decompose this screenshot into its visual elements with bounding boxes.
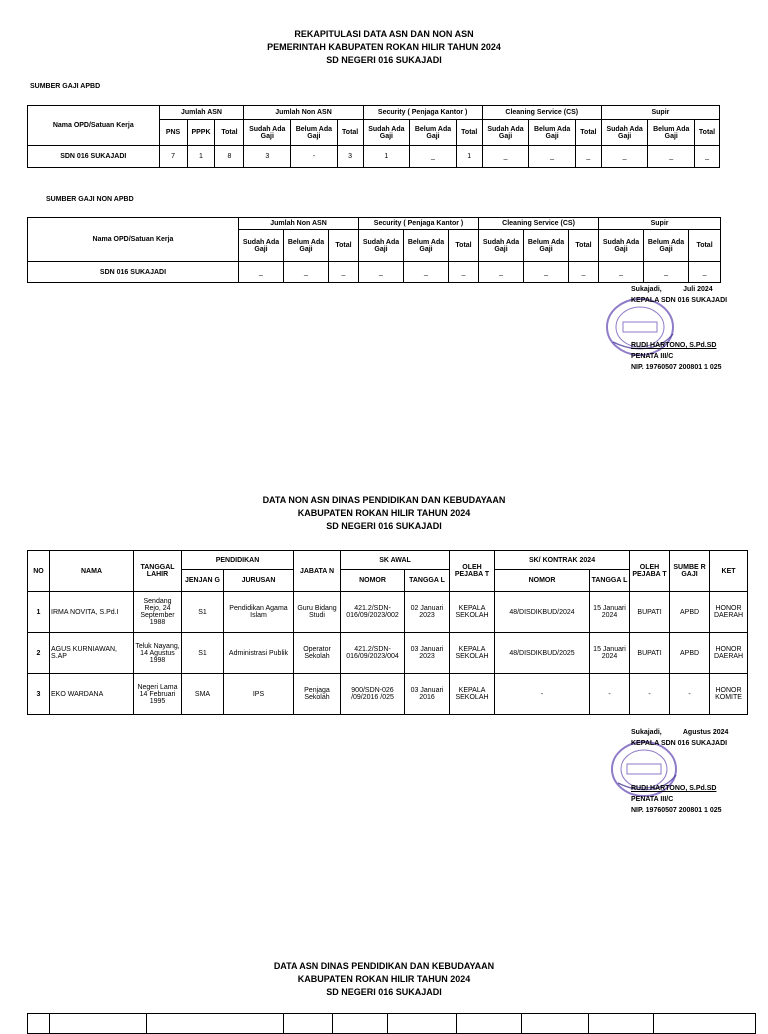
- cell-jabatan: Operator Sekolah: [294, 633, 341, 674]
- cell-ket: HONOR DAERAH: [710, 633, 748, 674]
- sub-header: Total: [337, 120, 363, 146]
- sub-header: Belum Ada Gaji: [524, 230, 569, 262]
- section-label-apbd: SUMBER GAJI APBD: [30, 83, 101, 90]
- sign-name: RUDI HARTONO, S.Pd.SD: [631, 342, 717, 349]
- header-sumber: SUMBE R GAJI: [670, 551, 710, 592]
- group-header: Security ( Penjaga Kantor ): [359, 218, 479, 230]
- sub-header: Belum Ada Gaji: [529, 120, 576, 146]
- signature-block-1: [631, 284, 727, 373]
- sub-header: Total: [456, 120, 482, 146]
- cell-oleh2: BUPATI: [630, 592, 670, 633]
- cell-jurusan: IPS: [224, 674, 294, 715]
- cell-oleh: KEPALA SEKOLAH: [450, 633, 495, 674]
- header-tanggal: TANGGA L: [405, 570, 450, 592]
- title-line: SD NEGERI 016 SUKAJADI: [326, 521, 442, 531]
- sub-header: Sudah Ada Gaji: [359, 230, 404, 262]
- title-line: DATA NON ASN DINAS PENDIDIKAN DAN KEBUDAYAAN: [262, 495, 506, 505]
- sub-header: Sudah Ada Gaji: [244, 120, 291, 146]
- document-title-3: [0, 960, 768, 999]
- cell: _: [359, 262, 404, 283]
- section-label-nonapbd: SUMBER GAJI NON APBD: [46, 196, 134, 203]
- cell: 8: [215, 146, 244, 168]
- sub-header: Sudah Ada Gaji: [482, 120, 529, 146]
- sub-header: Sudah Ada Gaji: [479, 230, 524, 262]
- sign-place-date: Sukajadi, Juli 2024: [631, 286, 713, 293]
- header-sk-awal: SK AWAL: [341, 551, 450, 570]
- cell-sumber: APBD: [670, 633, 710, 674]
- table-row: [28, 674, 748, 715]
- cell: _: [529, 146, 576, 168]
- table-row: [28, 262, 721, 283]
- nonapbd-table: [27, 217, 721, 283]
- cell: _: [575, 146, 601, 168]
- cell: _: [599, 262, 644, 283]
- header-nomor2: NOMOR: [495, 570, 590, 592]
- nonasn-table: [27, 550, 748, 715]
- header-ket: KET: [710, 551, 748, 592]
- opd-name: SDN 016 SUKAJADI: [28, 146, 160, 168]
- sign-place-date: Sukajadi, Agustus 2024: [631, 729, 729, 736]
- header-jenjang: JENJAN G: [182, 570, 224, 592]
- cell: _: [648, 146, 695, 168]
- cell-nama: IRMA NOVITA, S.Pd.I: [50, 592, 134, 633]
- cell-jenjang: SMA: [182, 674, 224, 715]
- title-line: SD NEGERI 016 SUKAJADI: [326, 55, 442, 65]
- title-line: DATA ASN DINAS PENDIDIKAN DAN KEBUDAYAAN: [273, 961, 495, 971]
- header-sk-kontrak: SK/ KONTRAK 2024: [495, 551, 630, 570]
- sign-name: RUDI HARTONO, S.Pd.SD: [631, 785, 717, 792]
- cell: _: [449, 262, 479, 283]
- cell-sk-tgl: 02 Januari 2023: [405, 592, 450, 633]
- sub-header: Sudah Ada Gaji: [239, 230, 284, 262]
- cell: 1: [456, 146, 482, 168]
- sub-header: Total: [329, 230, 359, 262]
- sub-header: Total: [569, 230, 599, 262]
- cell-sk-nomor: 900/SDN-026 /09/2016 /025: [341, 674, 405, 715]
- col-opd-header: Nama OPD/Satuan Kerja: [28, 106, 160, 146]
- cell-nama: AGUS KURNIAWAN, S.AP: [50, 633, 134, 674]
- sub-header: Belum Ada Gaji: [291, 120, 338, 146]
- sign-rank: PENATA III/C: [631, 796, 674, 803]
- cell-jenjang: S1: [182, 592, 224, 633]
- sub-header: Sudah Ada Gaji: [599, 230, 644, 262]
- cell-sumber: -: [670, 674, 710, 715]
- cell: _: [479, 262, 524, 283]
- header-jabatan: JABATA N: [294, 551, 341, 592]
- cell-oleh: KEPALA SEKOLAH: [450, 674, 495, 715]
- title-line: REKAPITULASI DATA ASN DAN NON ASN: [294, 29, 474, 39]
- header-nomor: NOMOR: [341, 570, 405, 592]
- cell-jurusan: Administrasi Publik: [224, 633, 294, 674]
- group-header: Security ( Penjaga Kantor ): [363, 106, 482, 120]
- sub-header: Total: [695, 120, 720, 146]
- cell-jabatan: Guru Bidang Studi: [294, 592, 341, 633]
- apbd-table: [27, 105, 720, 168]
- cell-ket: HONOR KOMITE: [710, 674, 748, 715]
- cell-sk-nomor: 421.2/SDN-016/09/2023/002: [341, 592, 405, 633]
- header-tgl: TANGGAL LAHIR: [134, 551, 182, 592]
- title-line: KABUPATEN ROKAN HILIR TAHUN 2024: [297, 508, 471, 518]
- cell: _: [410, 146, 457, 168]
- header-no: NO: [28, 551, 50, 592]
- table-row: [28, 592, 748, 633]
- cell-tgl: Teluk Nayang, 14 Agustus 1998: [134, 633, 182, 674]
- sub-header: Belum Ada Gaji: [410, 120, 457, 146]
- sub-header: Sudah Ada Gaji: [363, 120, 410, 146]
- cell-jenjang: S1: [182, 633, 224, 674]
- cell: -: [291, 146, 338, 168]
- table-row: [28, 633, 748, 674]
- cell-oleh2: BUPATI: [630, 633, 670, 674]
- signature-block-2: [631, 727, 728, 816]
- sub-header: Belum Ada Gaji: [644, 230, 689, 262]
- sub-header: Belum Ada Gaji: [404, 230, 449, 262]
- cell: _: [404, 262, 449, 283]
- header-oleh: OLEH PEJABA T: [450, 551, 495, 592]
- sub-header: Total: [575, 120, 601, 146]
- cell: _: [329, 262, 359, 283]
- group-header: Supir: [601, 106, 719, 120]
- sub-header: Total: [689, 230, 721, 262]
- sign-position: KEPALA SDN 016 SUKAJADI: [631, 740, 728, 747]
- sign-position: KEPALA SDN 016 SUKAJADI: [631, 297, 728, 304]
- cell-tgl: Sendang Rejo, 24 September 1988: [134, 592, 182, 633]
- cell-kontrak-nomor: -: [495, 674, 590, 715]
- cell-jurusan: Pendidikan Agama Islam: [224, 592, 294, 633]
- header-pendidikan: PENDIDIKAN: [182, 551, 294, 570]
- cell-no: 1: [28, 592, 50, 633]
- cell-ket: HONOR DAERAH: [710, 592, 748, 633]
- cell-sumber: APBD: [670, 592, 710, 633]
- cell-sk-tgl: 03 Januari 2023: [405, 633, 450, 674]
- sub-header: Sudah Ada Gaji: [601, 120, 648, 146]
- sign-nip: NIP. 19760507 200801 1 025: [631, 807, 722, 814]
- cell: _: [482, 146, 529, 168]
- col-opd-header: Nama OPD/Satuan Kerja: [28, 218, 239, 262]
- group-header: Jumlah Non ASN: [244, 106, 363, 120]
- cell-oleh2: -: [630, 674, 670, 715]
- cell-sk-tgl: 03 Januari 2016: [405, 674, 450, 715]
- cell: 3: [337, 146, 363, 168]
- cell-no: 3: [28, 674, 50, 715]
- sub-header: PPPK: [187, 120, 215, 146]
- cell-kontrak-tgl: 15 Januari 2024: [590, 592, 630, 633]
- group-header: Cleaning Service (CS): [482, 106, 601, 120]
- table-row: [28, 146, 720, 168]
- title-line: PEMERINTAH KABUPATEN ROKAN HILIR TAHUN 2024: [267, 42, 501, 52]
- cell: _: [601, 146, 648, 168]
- sub-header: PNS: [159, 120, 187, 146]
- cell-kontrak-nomor: 48/DISDIKBUD/2025: [495, 633, 590, 674]
- sub-header: Total: [449, 230, 479, 262]
- cell: _: [695, 146, 720, 168]
- header-oleh2: OLEH PEJABA T: [630, 551, 670, 592]
- cell: _: [239, 262, 284, 283]
- cell-sk-nomor: 421.2/SDN-016/09/2023/004: [341, 633, 405, 674]
- group-header: Jumlah ASN: [159, 106, 244, 120]
- document-title-2: [0, 494, 768, 533]
- cell: _: [284, 262, 329, 283]
- cell-no: 2: [28, 633, 50, 674]
- sub-header: Belum Ada Gaji: [648, 120, 695, 146]
- sign-nip: NIP. 19760507 200801 1 025: [631, 364, 722, 371]
- header-nama: NAMA: [50, 551, 134, 592]
- cell: 7: [159, 146, 187, 168]
- opd-name: SDN 016 SUKAJADI: [28, 262, 239, 283]
- group-header: Jumlah Non ASN: [239, 218, 359, 230]
- cell: 1: [363, 146, 410, 168]
- group-header: Supir: [599, 218, 721, 230]
- cell: _: [644, 262, 689, 283]
- group-header: Cleaning Service (CS): [479, 218, 599, 230]
- cell-oleh: KEPALA SEKOLAH: [450, 592, 495, 633]
- cell-kontrak-tgl: -: [590, 674, 630, 715]
- cell: _: [569, 262, 599, 283]
- title-line: KABUPATEN ROKAN HILIR TAHUN 2024: [297, 974, 471, 984]
- cell-tgl: Negeri Lama 14 Februari 1995: [134, 674, 182, 715]
- cell: 3: [244, 146, 291, 168]
- cell: _: [524, 262, 569, 283]
- sub-header: Total: [215, 120, 244, 146]
- sign-rank: PENATA III/C: [631, 353, 674, 360]
- header-tanggal2: TANGGA L: [590, 570, 630, 592]
- header-jurusan: JURUSAN: [224, 570, 294, 592]
- cell-kontrak-tgl: 15 Januari 2024: [590, 633, 630, 674]
- cell-kontrak-nomor: 48/DISDIKBUD/2024: [495, 592, 590, 633]
- document-title-1: [0, 28, 768, 67]
- cell-nama: EKO WARDANA: [50, 674, 134, 715]
- cell: 1: [187, 146, 215, 168]
- cell: _: [689, 262, 721, 283]
- title-line: SD NEGERI 016 SUKAJADI: [326, 987, 442, 997]
- cell-jabatan: Penjaga Sekolah: [294, 674, 341, 715]
- sub-header: Belum Ada Gaji: [284, 230, 329, 262]
